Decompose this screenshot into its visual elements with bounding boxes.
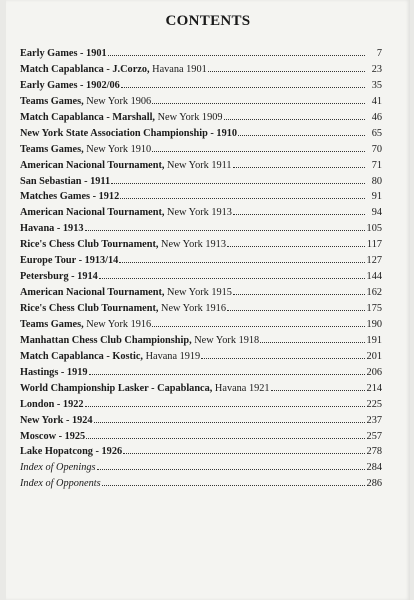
page-number: 41 [371, 95, 382, 107]
toc-entry-bold-title: Petersburg - 1914 [20, 271, 98, 283]
toc-entry [20, 460, 382, 476]
page-number: 80 [371, 175, 382, 187]
toc-entry-location: Havana 1919 [143, 350, 201, 362]
toc-entry [20, 413, 382, 429]
toc-entry-bold-title: Matches Games - 1912 [20, 191, 120, 203]
page-number: 94 [371, 207, 382, 219]
toc-entry-bold-title: Havana - 1913 [20, 223, 84, 235]
toc-entry [20, 317, 382, 333]
toc-entry [20, 444, 382, 460]
toc-entry [20, 269, 382, 285]
dot-leader [227, 237, 365, 247]
toc-entry-bold-title: Early Games - 1902/06 [20, 79, 120, 91]
book-page [6, 0, 410, 600]
toc-entry [20, 62, 382, 78]
toc-entry-title [20, 94, 151, 110]
toc-entry-title [20, 381, 270, 397]
toc-entry [20, 301, 382, 317]
toc-entry-title [20, 221, 84, 237]
toc-entry-title [20, 189, 119, 205]
toc-entry-title [20, 269, 98, 285]
toc-entry-title [20, 237, 226, 253]
toc-entry [20, 205, 382, 221]
toc-entry-bold-title: Hastings - 1919 [20, 366, 88, 378]
toc-entry-italic-title: Index of Openings [20, 462, 96, 474]
page-number: 91 [371, 191, 382, 203]
toc-entry-bold-title: Teams Games, [20, 318, 84, 330]
toc-entry-bold-title: New York State Association Championship - 1910 [20, 127, 238, 139]
page-number: 175 [366, 303, 382, 314]
toc-entry-bold-title: London - 1922 [20, 398, 84, 410]
toc-entry-title [20, 253, 118, 269]
page-number: 284 [366, 462, 382, 474]
toc-entry-bold-title: Match Capablanca - Marshall, [20, 111, 156, 123]
dot-leader [123, 444, 365, 454]
page-number: 214 [366, 382, 382, 394]
page-number: 7 [376, 48, 382, 59]
toc-entry-bold-title: Match Capablanca - J.Corzo, [20, 63, 150, 75]
toc-entry [20, 46, 382, 62]
dot-leader [271, 381, 365, 391]
toc-entry [20, 365, 382, 381]
toc-entry [20, 78, 382, 94]
dot-leader [120, 189, 365, 199]
page-number: 257 [366, 430, 382, 442]
dot-leader [201, 349, 365, 359]
toc-entry-bold-title: American Nacional Tournament, [20, 159, 165, 171]
toc-entry-title [20, 285, 232, 301]
toc-entry-title [20, 142, 151, 158]
toc-entry-title [20, 413, 93, 429]
page-number: 278 [366, 446, 382, 458]
toc-entry [20, 94, 382, 110]
dot-leader [233, 285, 365, 295]
toc-entry [20, 253, 382, 269]
toc-entry [20, 333, 382, 349]
toc-entry-location: New York 1913 [158, 239, 226, 251]
toc-entry-bold-title: Manhattan Chess Club Championship, [20, 334, 192, 346]
page-number: 162 [366, 287, 382, 299]
toc-entry-italic-title: Index of Opponents [20, 478, 101, 490]
dot-leader [108, 46, 365, 56]
dot-leader [86, 429, 365, 439]
dot-leader [94, 413, 365, 423]
toc-entry [20, 189, 382, 205]
toc-entry-bold-title: Teams Games, [20, 143, 84, 155]
dot-leader [233, 205, 365, 215]
dot-leader [152, 317, 365, 327]
toc-entry-bold-title: Moscow - 1925 [20, 430, 86, 442]
toc-entry-bold-title: American Nacional Tournament, [20, 207, 165, 219]
toc-entry-bold-title: Rice's Chess Club Tournament, [20, 239, 159, 251]
page-number: 65 [371, 127, 382, 139]
page-number: 105 [366, 223, 382, 235]
page-number: 70 [371, 143, 382, 155]
toc-entry [20, 158, 382, 174]
toc-entry [20, 237, 382, 253]
page-number: 23 [371, 63, 382, 75]
page-number: 46 [371, 111, 382, 123]
page-number: 201 [366, 350, 382, 362]
toc-entry-title [20, 158, 232, 174]
page-number: 71 [371, 159, 382, 171]
toc-entry-bold-title: Rice's Chess Club Tournament, [20, 303, 159, 314]
toc-entry-bold-title: San Sebastian - 1911 [20, 175, 111, 187]
dot-leader [121, 78, 365, 88]
toc-entry-location: Havana 1921 [212, 382, 270, 394]
page-number: 225 [366, 398, 382, 410]
page-number: 144 [366, 271, 382, 283]
dot-leader [99, 269, 365, 279]
toc-entry-title [20, 333, 259, 349]
toc-entry-bold-title: Early Games - 1901 [20, 48, 107, 59]
toc-entry-title [20, 205, 232, 221]
table-of-contents [20, 46, 382, 492]
toc-entry [20, 142, 382, 158]
toc-entry-title [20, 317, 151, 333]
toc-entry [20, 174, 382, 190]
toc-entry-title [20, 126, 237, 142]
dot-leader [152, 142, 365, 152]
toc-entry-location: New York 1909 [155, 111, 223, 123]
toc-entry-title [20, 174, 110, 190]
toc-entry-title [20, 301, 226, 317]
toc-entry-location: New York 1918 [191, 334, 260, 346]
toc-entry-title [20, 365, 88, 381]
page-number: 286 [366, 478, 382, 490]
dot-leader [89, 365, 365, 375]
toc-entry-title [20, 46, 107, 62]
toc-entry [20, 429, 382, 445]
toc-entry-title [20, 460, 96, 476]
toc-entry [20, 126, 382, 142]
toc-entry-location: New York 1910 [83, 143, 152, 155]
dot-leader [111, 174, 365, 184]
toc-entry-title [20, 429, 85, 445]
dot-leader [208, 62, 365, 72]
toc-entry [20, 110, 382, 126]
toc-entry-title [20, 110, 223, 126]
toc-entry-location: New York 1913 [164, 207, 232, 219]
page-number: 191 [366, 334, 382, 346]
dot-leader [97, 460, 366, 470]
toc-entry-title [20, 397, 84, 413]
dot-leader [224, 110, 365, 120]
page-number: 206 [366, 366, 382, 378]
dot-leader [119, 253, 365, 263]
toc-entry [20, 476, 382, 492]
toc-entry-bold-title: Europe Tour - 1913/14 [20, 255, 119, 267]
toc-entry [20, 221, 382, 237]
dot-leader [85, 397, 365, 407]
toc-entry-title [20, 62, 207, 78]
toc-entry-bold-title: New York - 1924 [20, 414, 93, 426]
toc-entry-bold-title: Match Capablanca - Kostic, [20, 350, 143, 362]
toc-entry-bold-title: World Championship Lasker - Capablanca, [20, 382, 213, 394]
toc-entry-bold-title: Teams Games, [20, 95, 84, 107]
toc-entry-title [20, 349, 200, 365]
page-number: 35 [371, 79, 382, 91]
page-number: 117 [366, 239, 382, 251]
page-title: CONTENTS [165, 13, 251, 29]
toc-entry-location: New York 1916 [83, 318, 152, 330]
toc-entry-title [20, 78, 120, 94]
toc-entry [20, 285, 382, 301]
dot-leader [238, 126, 365, 136]
toc-entry-title [20, 444, 122, 460]
page-number: 127 [366, 255, 382, 267]
toc-entry-location: New York 1915 [164, 287, 232, 299]
page-number: 190 [366, 318, 382, 330]
toc-entry [20, 397, 382, 413]
dot-leader [152, 94, 365, 104]
toc-entry-location: Havana 1901 [149, 63, 207, 75]
toc-entry [20, 349, 382, 365]
toc-entry-location: New York 1906 [83, 95, 152, 107]
dot-leader [85, 221, 365, 231]
toc-entry [20, 381, 382, 397]
dot-leader [260, 333, 365, 343]
toc-entry-location: New York 1911 [164, 159, 232, 171]
dot-leader [227, 301, 365, 311]
page-number: 237 [366, 414, 382, 426]
dot-leader [233, 158, 365, 168]
toc-entry-bold-title: American Nacional Tournament, [20, 287, 165, 299]
toc-entry-location: New York 1916 [158, 303, 226, 314]
dot-leader [102, 476, 365, 486]
toc-entry-title [20, 476, 101, 492]
toc-entry-bold-title: Lake Hopatcong - 1926 [20, 446, 123, 458]
